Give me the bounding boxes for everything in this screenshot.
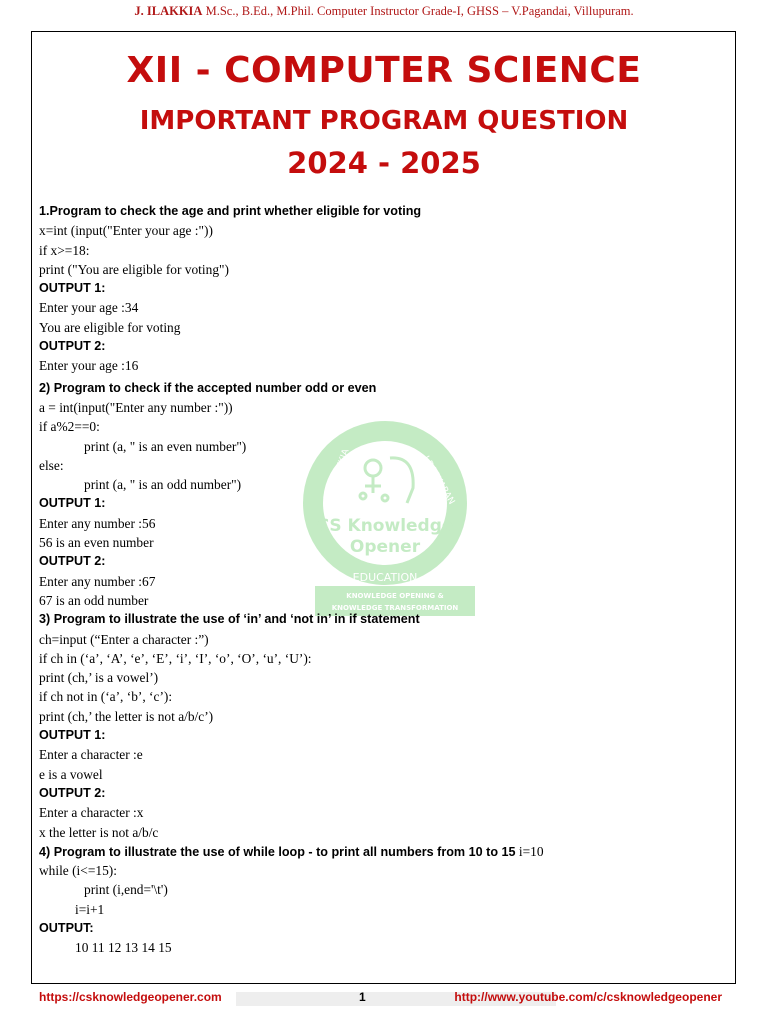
output-line: Enter any number :67 xyxy=(39,573,156,589)
output-line: Enter your age :34 xyxy=(39,300,139,316)
output-line: Enter a character :e xyxy=(39,747,143,763)
watermark-ring-right: J.BASKARAN xyxy=(420,454,457,507)
output-line: 56 is an even number xyxy=(39,535,154,551)
output-label: OUTPUT 1: xyxy=(39,496,106,511)
output-label: OUTPUT 2: xyxy=(39,554,106,569)
code-line: i=i+1 xyxy=(75,901,105,917)
document-body xyxy=(39,202,729,958)
year-title: 2024 - 2025 xyxy=(287,146,481,180)
code-line: if ch not in (‘a’, ‘b’, ‘c’): xyxy=(39,689,173,705)
question-3-title: 3) Program to illustrate the use of ‘in’ and ‘not in’ in if statement xyxy=(39,612,420,627)
code-line: a = int(input("Enter any number :")) xyxy=(39,399,233,415)
youtube-link[interactable]: http://www.youtube.com/c/csknowledgeopener xyxy=(454,990,722,1004)
page-header xyxy=(0,4,768,19)
code-line: print ("You are eligible for voting") xyxy=(39,261,229,277)
code-line: print (ch,’ is a vowel’) xyxy=(39,670,159,686)
page-number: 1 xyxy=(359,990,366,1004)
output-line: 67 is an odd number xyxy=(39,592,149,608)
output-line: Enter your age :16 xyxy=(39,358,139,374)
output-line: Enter a character :x xyxy=(39,805,144,821)
main-title: XII - COMPUTER SCIENCE xyxy=(126,50,642,91)
watermark-banner-line1: KNOWLEDGE OPENING & xyxy=(346,592,444,600)
code-line: print (a, " is an even number") xyxy=(84,438,247,454)
code-line: print (i,end='\t') xyxy=(84,882,168,898)
code-line: x=int (input("Enter your age :")) xyxy=(39,223,213,239)
website-link[interactable]: https://csknowledgeopener.com xyxy=(39,990,222,1004)
question-4-title: 4) Program to illustrate the use of while loop - to print all numbers from 10 to 15 xyxy=(39,844,516,859)
author-details: M.Sc., B.Ed., M.Phil. Computer Instructor Grade-I, GHSS – V.Pagandai, Villupuram. xyxy=(202,4,634,18)
code-line: if ch in (‘a’, ‘A’, ‘e’, ‘E’, ‘i’, ‘I’, ‘o’, ‘O’, ‘u’, ‘U’): xyxy=(39,650,312,666)
output-line: Enter any number :56 xyxy=(39,515,156,531)
code-line: print (a, " is an odd number") xyxy=(84,477,242,493)
output-line: You are eligible for voting xyxy=(39,319,181,335)
code-line: else: xyxy=(39,457,64,473)
watermark-banner-line2: KNOWLEDGE TRANSFORMATION xyxy=(331,604,459,612)
output-label: OUTPUT: xyxy=(39,920,94,935)
output-line: e is a vowel xyxy=(39,766,103,782)
watermark-brand-line2: Opener xyxy=(349,537,421,557)
output-label: OUTPUT 2: xyxy=(39,339,106,354)
output-label: OUTPUT 1: xyxy=(39,728,106,743)
question-2-title: 2) Program to check if the accepted number odd or even xyxy=(39,380,377,395)
code-line: print (ch,’ the letter is not a/b/c’) xyxy=(39,708,214,724)
page-footer xyxy=(0,990,768,1010)
sub-title: IMPORTANT PROGRAM QUESTION xyxy=(139,106,629,136)
code-line: if a%2==0: xyxy=(39,419,100,435)
author-name: J. ILAKKIA xyxy=(134,4,203,18)
code-line: ch=input (“Enter a character :”) xyxy=(39,631,209,647)
code-line: if x>=18: xyxy=(39,242,90,258)
watermark-brand-line1: CS Knowledge xyxy=(316,516,454,536)
output-label: OUTPUT 1: xyxy=(39,281,106,296)
question-4-heading xyxy=(39,842,729,861)
question-4-title-tail: i=10 xyxy=(515,843,544,859)
watermark-ring-bottom: EDUCATION xyxy=(352,571,418,584)
output-label: OUTPUT 2: xyxy=(39,785,106,800)
output-line: x the letter is not a/b/c xyxy=(39,824,159,840)
output-line: 10 11 12 13 14 15 xyxy=(75,940,172,956)
question-1-title: 1.Program to check the age and print whether eligible for voting xyxy=(39,204,422,218)
watermark-ring-left: J.ILAKKIA xyxy=(328,447,352,490)
code-line: while (i<=15): xyxy=(39,863,117,879)
